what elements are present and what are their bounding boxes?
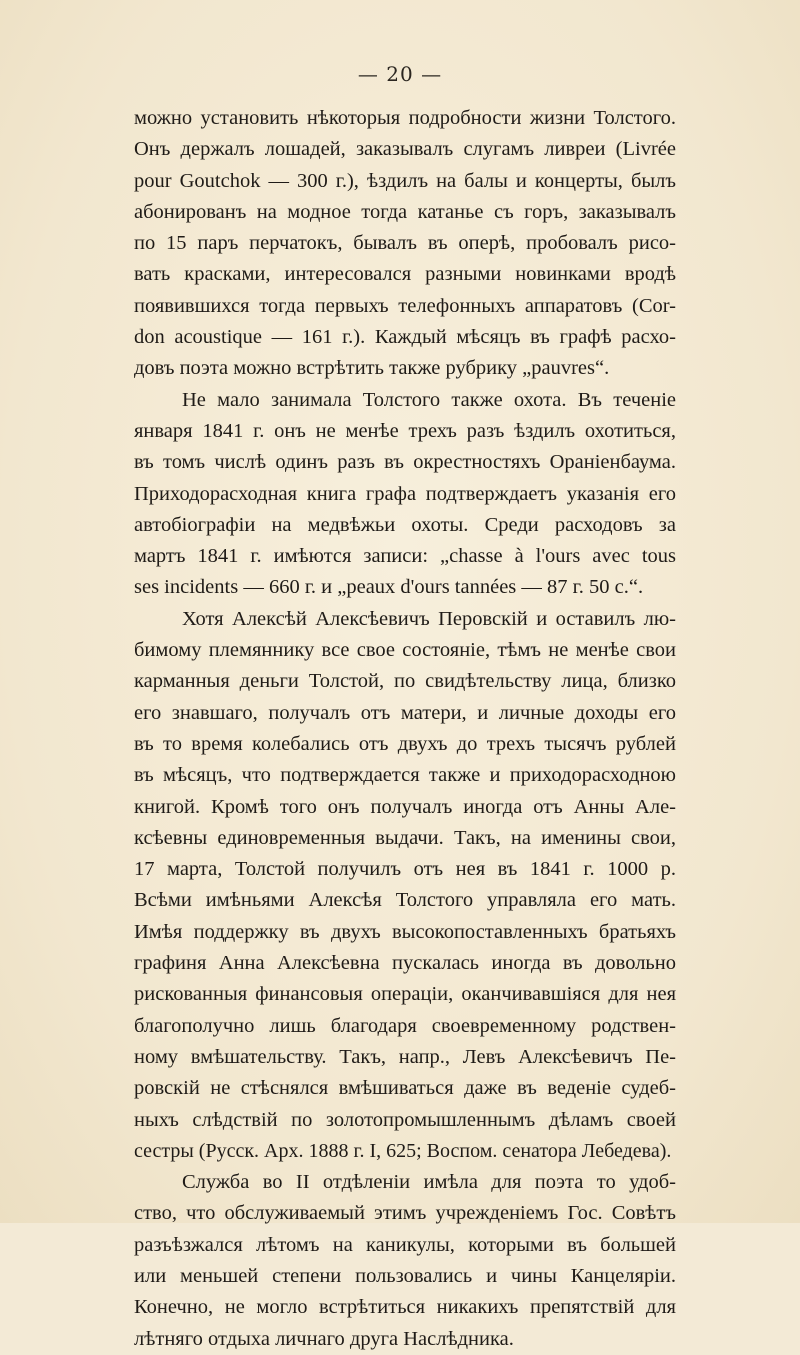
text-line: Приходорасходная книга графа подтверждаетъ указанія его: [134, 482, 676, 505]
text-line: довъ поэта можно встрѣтить также рубрику „pauvres“.: [134, 357, 610, 380]
text-line: 17 марта, Толстой получилъ отъ нея въ 1841 г. 1000 р.: [134, 858, 676, 881]
text-line: можно установить нѣкоторыя подробности жизни Толстого.: [134, 107, 676, 129]
text-line: мартъ 1841 г. имѣются записи: „chasse à l'ours avec tous: [134, 545, 676, 568]
text-line: автобіографіи на медвѣжьи охоты. Среди расходовъ за: [134, 513, 676, 536]
text-line: рискованныя финансовыя операціи, оканчивавшіяся для нея: [134, 983, 676, 1006]
text-line: въ мѣсяцъ, что подтверждается также и приходорасходною: [134, 764, 676, 787]
text-line: ному вмѣшательству. Такъ, напр., Левъ Алексѣевичъ Пе-: [134, 1045, 676, 1068]
text-line: появившихся тогда первыхъ телефонныхъ аппаратовъ (Cor-: [134, 294, 676, 317]
text-line: Хотя Алексѣй Алексѣевичъ Перовскій и оставилъ лю-: [182, 607, 676, 630]
text-line: абонированъ на модное тогда катанье съ горъ, заказывалъ: [134, 200, 676, 223]
text-line: Всѣми имѣньями Алексѣя Толстого управляла его мать.: [134, 889, 676, 912]
text-line: благополучно лишь благодаря своевременному родствен-: [134, 1014, 676, 1037]
text-line: вать красками, интересовался разными новинками вродѣ: [134, 263, 676, 286]
text-line: лѣтняго отдыха личнаго друга Наслѣдника.: [134, 1327, 514, 1350]
text-line: Имѣя поддержку въ двухъ высокопоставленныхъ братьяхъ: [134, 920, 676, 943]
page-number: — 20 —: [357, 62, 443, 86]
text-line: pour Goutchok — 300 г.), ѣздилъ на балы и концерты, былъ: [134, 169, 676, 192]
text-line: въ то время колебались отъ двухъ до трехъ тысячъ рублей: [134, 732, 676, 755]
text-line: графиня Анна Алексѣевна пускалась иногда въ довольно: [134, 952, 676, 975]
text-line: ство, что обслуживаемый этимъ учрежденіемъ Гос. Совѣтъ: [134, 1202, 676, 1225]
body-text: [134, 103, 676, 1355]
text-line: Служба во II отдѣленіи имѣла для поэта то удоб-: [182, 1171, 676, 1194]
text-line: ныхъ слѣдствій по золотопромышленнымъ дѣламъ своей: [134, 1108, 676, 1131]
text-line: ses incidents — 660 г. и „peaux d'ours tannées — 87 г. 50 с.“.: [134, 576, 644, 599]
text-line: карманныя деньги Толстой, по свидѣтельству лица, близко: [134, 670, 676, 693]
text-line: бимому племяннику все свое состояніе, тѣмъ не менѣе свои: [134, 639, 676, 662]
text-line: ксѣевны единовременныя выдачи. Такъ, на именины свои,: [134, 826, 676, 849]
text-line: въ томъ числѣ одинъ разъ въ окрестностяхъ Ораніенбаума.: [134, 451, 676, 474]
text-line: по 15 паръ перчатокъ, бывалъ въ оперѣ, пробовалъ рисо-: [134, 232, 676, 255]
text-line: его знавшаго, получалъ отъ матери, и личные доходы его: [134, 701, 676, 724]
text-line: или меньшей степени пользовались и чины Канцеляріи.: [134, 1264, 676, 1287]
text-line: книгой. Кромѣ того онъ получалъ иногда отъ Анны Але-: [134, 795, 676, 818]
text-line: Не мало занимала Толстого также охота. Въ теченіе: [182, 388, 676, 411]
text-line: Онъ держалъ лошадей, заказывалъ слугамъ ливреи (Livrée: [134, 138, 676, 161]
text-line: Конечно, не могло встрѣтиться никакихъ препятствій для: [134, 1296, 676, 1319]
text-line: don acoustique — 161 г.). Каждый мѣсяцъ въ графѣ расхо-: [134, 326, 676, 349]
text-line: сестры (Русск. Арх. 1888 г. I, 625; Воспом. сенатора Лебедева).: [134, 1139, 672, 1162]
text-line: января 1841 г. онъ не менѣе трехъ разъ ѣздилъ охотиться,: [134, 419, 676, 442]
text-line: ровскій не стѣснялся вмѣшиваться даже въ веденіе судеб-: [134, 1077, 676, 1100]
text-line: разъѣзжался лѣтомъ на каникулы, которыми въ большей: [134, 1233, 676, 1256]
